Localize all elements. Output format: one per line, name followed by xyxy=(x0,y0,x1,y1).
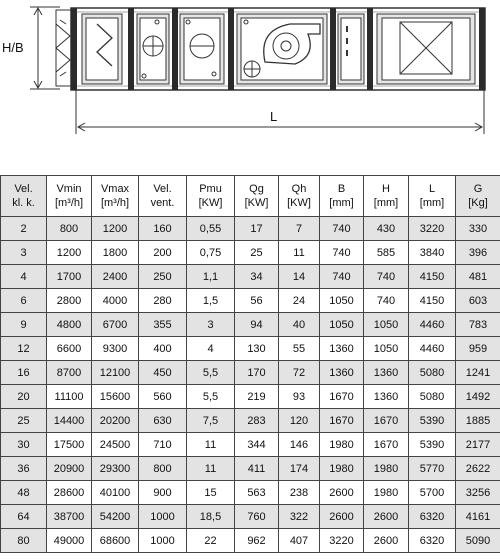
table-cell-cooling-capacity: 962 xyxy=(235,529,279,553)
table-cell-size-class: 3 xyxy=(1,241,47,265)
table-cell-weight: 783 xyxy=(456,313,500,337)
table-cell-size-class: 48 xyxy=(1,481,47,505)
table-cell-width: 1360 xyxy=(320,361,364,385)
table-cell-width: 740 xyxy=(320,265,364,289)
table-cell-cooling-capacity: 56 xyxy=(235,289,279,313)
table-cell-motor-power: 15 xyxy=(187,481,235,505)
table-cell-vmax: 4000 xyxy=(92,289,139,313)
table-cell-height: 2600 xyxy=(364,505,409,529)
table-cell-vmax: 24500 xyxy=(92,433,139,457)
table-cell-weight: 330 xyxy=(456,217,500,241)
table-cell-length: 4460 xyxy=(409,313,456,337)
table-row xyxy=(1,241,500,265)
table-cell-weight: 959 xyxy=(456,337,500,361)
table-cell-height: 2600 xyxy=(364,529,409,553)
table-cell-cooling-capacity: 25 xyxy=(235,241,279,265)
table-cell-width: 1980 xyxy=(320,433,364,457)
air-handling-unit-diagram xyxy=(0,0,500,165)
table-cell-length: 5700 xyxy=(409,481,456,505)
column-header-line: [m³/h] xyxy=(54,197,84,209)
length-label: L xyxy=(270,109,278,124)
column-header-line: vent. xyxy=(150,197,175,209)
table-cell-length: 3840 xyxy=(409,241,456,265)
table-cell-length: 5390 xyxy=(409,409,456,433)
table-cell-fan-size: 160 xyxy=(139,217,187,241)
table-cell-height: 740 xyxy=(364,289,409,313)
table-cell-weight: 4161 xyxy=(456,505,500,529)
column-header-cooling-capacity xyxy=(235,176,279,217)
table-cell-width: 3220 xyxy=(320,529,364,553)
table-cell-size-class: 6 xyxy=(1,289,47,313)
table-cell-fan-size: 560 xyxy=(139,385,187,409)
table-cell-fan-size: 630 xyxy=(139,409,187,433)
table-cell-cooling-capacity: 17 xyxy=(235,217,279,241)
table-cell-cooling-capacity: 219 xyxy=(235,385,279,409)
table-body xyxy=(1,217,500,553)
table-cell-size-class: 25 xyxy=(1,409,47,433)
column-header-vmax xyxy=(92,176,139,217)
table-cell-cooling-capacity: 344 xyxy=(235,433,279,457)
table-cell-vmin: 11100 xyxy=(47,385,92,409)
column-header-line: Vmax xyxy=(100,183,130,195)
column-header-line: [mm] xyxy=(329,197,354,209)
table-cell-cooling-capacity: 563 xyxy=(235,481,279,505)
outlet-section xyxy=(377,14,475,84)
table-cell-width: 1360 xyxy=(320,337,364,361)
table-cell-heating-capacity: 407 xyxy=(279,529,320,553)
table-cell-vmin: 28600 xyxy=(47,481,92,505)
table-row xyxy=(1,361,500,385)
table-cell-size-class: 12 xyxy=(1,337,47,361)
table-cell-motor-power: 3 xyxy=(187,313,235,337)
table-cell-heating-capacity: 322 xyxy=(279,505,320,529)
table-cell-height: 1050 xyxy=(364,313,409,337)
table-cell-vmin: 38700 xyxy=(47,505,92,529)
table-cell-heating-capacity: 40 xyxy=(279,313,320,337)
table-cell-height: 1980 xyxy=(364,457,409,481)
table-cell-vmax: 12100 xyxy=(92,361,139,385)
table-cell-weight: 396 xyxy=(456,241,500,265)
table-cell-fan-size: 1000 xyxy=(139,529,187,553)
table-cell-vmax: 20200 xyxy=(92,409,139,433)
table-cell-length: 6320 xyxy=(409,505,456,529)
table-cell-heating-capacity: 7 xyxy=(279,217,320,241)
table-cell-vmin: 6600 xyxy=(47,337,92,361)
table-cell-motor-power: 11 xyxy=(187,433,235,457)
table-cell-heating-capacity: 120 xyxy=(279,409,320,433)
table-cell-vmin: 17500 xyxy=(47,433,92,457)
table-cell-heating-capacity: 93 xyxy=(279,385,320,409)
table-cell-size-class: 9 xyxy=(1,313,47,337)
table-cell-vmax: 1200 xyxy=(92,217,139,241)
table-cell-vmin: 49000 xyxy=(47,529,92,553)
table-row xyxy=(1,313,500,337)
table-cell-vmax: 29300 xyxy=(92,457,139,481)
table-cell-height: 430 xyxy=(364,217,409,241)
table-cell-fan-size: 1000 xyxy=(139,505,187,529)
table-cell-vmin: 8700 xyxy=(47,361,92,385)
table-cell-vmax: 1800 xyxy=(92,241,139,265)
table-cell-size-class: 64 xyxy=(1,505,47,529)
height-label: H/B xyxy=(2,40,24,55)
table-cell-cooling-capacity: 283 xyxy=(235,409,279,433)
cooler-coil-section xyxy=(180,14,224,84)
table-cell-vmax: 68600 xyxy=(92,529,139,553)
table-cell-weight: 3256 xyxy=(456,481,500,505)
table-row xyxy=(1,529,500,553)
table-cell-heating-capacity: 72 xyxy=(279,361,320,385)
column-header-line: Vmin xyxy=(56,183,82,195)
table-cell-motor-power: 5,5 xyxy=(187,385,235,409)
table-cell-motor-power: 0,55 xyxy=(187,217,235,241)
table-row xyxy=(1,265,500,289)
table-row xyxy=(1,481,500,505)
table-cell-heating-capacity: 238 xyxy=(279,481,320,505)
table-cell-vmin: 4800 xyxy=(47,313,92,337)
table-cell-vmax: 2400 xyxy=(92,265,139,289)
table-cell-fan-size: 280 xyxy=(139,289,187,313)
table-cell-length: 5390 xyxy=(409,433,456,457)
table-cell-height: 1670 xyxy=(364,433,409,457)
table-cell-vmax: 6700 xyxy=(92,313,139,337)
table-cell-size-class: 4 xyxy=(1,265,47,289)
filter-section xyxy=(82,14,122,84)
table-cell-vmin: 20900 xyxy=(47,457,92,481)
column-header-line: H xyxy=(382,183,390,195)
table-cell-cooling-capacity: 34 xyxy=(235,265,279,289)
table-cell-vmin: 1200 xyxy=(47,241,92,265)
column-header-height xyxy=(364,176,409,217)
table-cell-width: 2600 xyxy=(320,505,364,529)
table-cell-height: 1670 xyxy=(364,409,409,433)
column-header-size-class xyxy=(1,176,47,217)
table-cell-vmin: 800 xyxy=(47,217,92,241)
table-cell-width: 2600 xyxy=(320,481,364,505)
column-header-line: [m³/h] xyxy=(100,197,130,209)
column-header-fan-size xyxy=(139,176,187,217)
table-cell-weight: 603 xyxy=(456,289,500,313)
table-cell-cooling-capacity: 170 xyxy=(235,361,279,385)
table-cell-motor-power: 7,5 xyxy=(187,409,235,433)
table-cell-motor-power: 22 xyxy=(187,529,235,553)
table-cell-fan-size: 800 xyxy=(139,457,187,481)
length-dimension xyxy=(76,90,484,134)
table-cell-weight: 2622 xyxy=(456,457,500,481)
inlet-flange xyxy=(56,10,71,86)
damper-section xyxy=(338,14,364,84)
column-header-weight xyxy=(456,176,500,217)
table-row xyxy=(1,289,500,313)
table-cell-height: 1050 xyxy=(364,337,409,361)
table-cell-height: 1360 xyxy=(364,385,409,409)
table-cell-width: 1670 xyxy=(320,385,364,409)
column-header-width xyxy=(320,176,364,217)
table-row xyxy=(1,385,500,409)
table-cell-length: 4150 xyxy=(409,265,456,289)
table-header xyxy=(1,176,500,217)
column-header-line: G xyxy=(473,183,483,195)
column-header-line: kl. k. xyxy=(12,197,35,209)
table-cell-size-class: 16 xyxy=(1,361,47,385)
table-cell-length: 5080 xyxy=(409,385,456,409)
table-cell-cooling-capacity: 130 xyxy=(235,337,279,361)
column-header-line: [mm] xyxy=(419,197,445,209)
table-cell-heating-capacity: 55 xyxy=(279,337,320,361)
table-cell-heating-capacity: 174 xyxy=(279,457,320,481)
table-cell-weight: 2177 xyxy=(456,433,500,457)
table-cell-heating-capacity: 14 xyxy=(279,265,320,289)
column-header-line: Pmu xyxy=(199,183,222,195)
table-cell-size-class: 20 xyxy=(1,385,47,409)
table-cell-weight: 1492 xyxy=(456,385,500,409)
table-cell-heating-capacity: 146 xyxy=(279,433,320,457)
fan-section xyxy=(237,14,327,84)
table-cell-length: 4460 xyxy=(409,337,456,361)
table-cell-weight: 5090 xyxy=(456,529,500,553)
table-cell-height: 1980 xyxy=(364,481,409,505)
table-cell-vmax: 40100 xyxy=(92,481,139,505)
table-cell-height: 585 xyxy=(364,241,409,265)
table-cell-width: 1050 xyxy=(320,289,364,313)
column-header-line: [KW] xyxy=(287,197,311,209)
table-cell-weight: 1241 xyxy=(456,361,500,385)
column-header-line: Vel. xyxy=(153,183,172,195)
table-cell-fan-size: 250 xyxy=(139,265,187,289)
table-cell-width: 740 xyxy=(320,217,364,241)
column-header-line: L xyxy=(428,183,436,195)
heater-coil-section xyxy=(137,14,169,84)
table-cell-length: 6320 xyxy=(409,529,456,553)
table-row xyxy=(1,409,500,433)
table-cell-cooling-capacity: 760 xyxy=(235,505,279,529)
table-cell-vmin: 14400 xyxy=(47,409,92,433)
table-cell-size-class: 2 xyxy=(1,217,47,241)
table-cell-width: 1980 xyxy=(320,457,364,481)
table-cell-vmax: 54200 xyxy=(92,505,139,529)
table-cell-motor-power: 0,75 xyxy=(187,241,235,265)
table-cell-motor-power: 1,1 xyxy=(187,265,235,289)
table-cell-vmin: 1700 xyxy=(47,265,92,289)
table-cell-fan-size: 710 xyxy=(139,433,187,457)
column-header-line: Vel. xyxy=(14,183,33,195)
table-cell-vmax: 15600 xyxy=(92,385,139,409)
table-cell-weight: 481 xyxy=(456,265,500,289)
table-row xyxy=(1,337,500,361)
table-cell-fan-size: 450 xyxy=(139,361,187,385)
table-cell-heating-capacity: 11 xyxy=(279,241,320,265)
column-header-line: [KW] xyxy=(244,197,269,209)
column-header-heating-capacity xyxy=(279,176,320,217)
table-cell-size-class: 80 xyxy=(1,529,47,553)
table-cell-vmax: 9300 xyxy=(92,337,139,361)
table-cell-width: 1050 xyxy=(320,313,364,337)
table-cell-fan-size: 900 xyxy=(139,481,187,505)
table-row xyxy=(1,457,500,481)
table-cell-length: 4150 xyxy=(409,289,456,313)
table-cell-motor-power: 11 xyxy=(187,457,235,481)
table-cell-motor-power: 5,5 xyxy=(187,361,235,385)
table-cell-size-class: 30 xyxy=(1,433,47,457)
table-cell-weight: 1885 xyxy=(456,409,500,433)
unit-specification-table xyxy=(0,175,500,553)
table-cell-cooling-capacity: 411 xyxy=(235,457,279,481)
table-cell-fan-size: 355 xyxy=(139,313,187,337)
column-header-vmin xyxy=(47,176,92,217)
table-cell-motor-power: 4 xyxy=(187,337,235,361)
column-header-line: [KW] xyxy=(198,197,223,209)
column-header-line: [Kg] xyxy=(468,197,488,209)
table-row xyxy=(1,433,500,457)
table-cell-length: 5080 xyxy=(409,361,456,385)
table-cell-height: 740 xyxy=(364,265,409,289)
table-cell-motor-power: 1,5 xyxy=(187,289,235,313)
table-cell-motor-power: 18,5 xyxy=(187,505,235,529)
table-row xyxy=(1,217,500,241)
column-header-line: [mm] xyxy=(373,197,399,209)
table-cell-heating-capacity: 24 xyxy=(279,289,320,313)
table-row xyxy=(1,505,500,529)
table-cell-height: 1360 xyxy=(364,361,409,385)
table-cell-length: 5770 xyxy=(409,457,456,481)
column-header-length xyxy=(409,176,456,217)
column-header-line: Qg xyxy=(249,183,264,195)
column-header-line: B xyxy=(337,183,346,195)
table-cell-vmin: 2800 xyxy=(47,289,92,313)
table-cell-width: 740 xyxy=(320,241,364,265)
table-cell-size-class: 36 xyxy=(1,457,47,481)
table-cell-cooling-capacity: 94 xyxy=(235,313,279,337)
table-cell-length: 3220 xyxy=(409,217,456,241)
table-cell-width: 1670 xyxy=(320,409,364,433)
table-cell-fan-size: 400 xyxy=(139,337,187,361)
column-header-motor-power xyxy=(187,176,235,217)
table-cell-fan-size: 200 xyxy=(139,241,187,265)
column-header-line: Qh xyxy=(291,183,307,195)
